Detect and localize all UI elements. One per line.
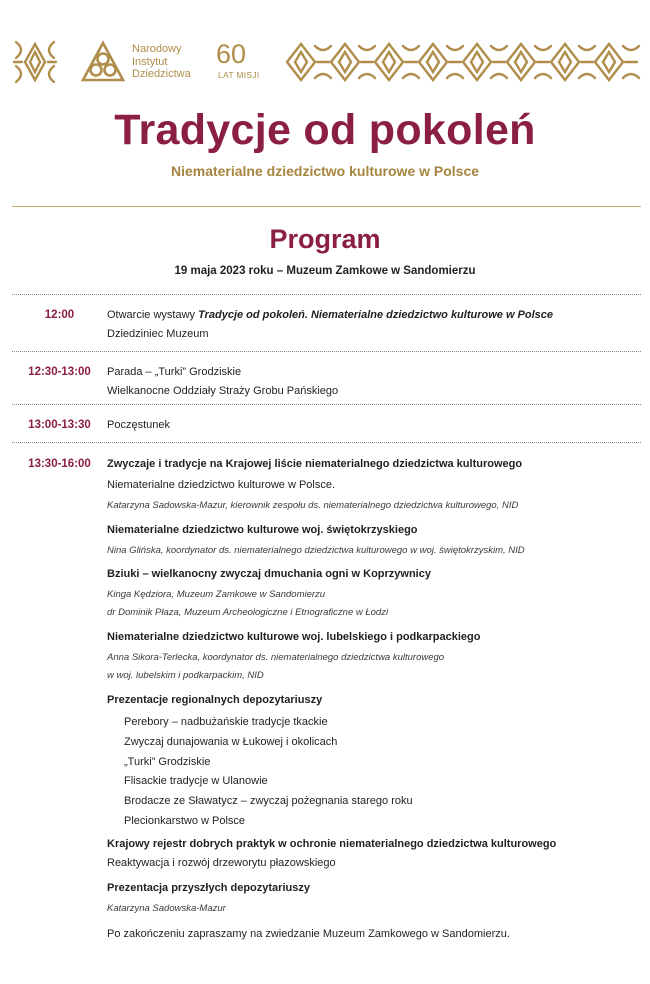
slot-line: Parada – „Turki” Grodziskie [107, 366, 242, 378]
logo-name [132, 43, 191, 81]
speaker: Katarzyna Sadowska-Mazur [107, 903, 226, 914]
speaker: dr Dominik Płaza, Muzeum Archeologiczne i Etnograficzne w Łodzi [107, 607, 389, 618]
slot-time: 12:30-13:00 [28, 366, 91, 378]
session-title: Prezentacja przyszłych depozytariuszy [107, 882, 310, 894]
session-title: Prezentacje regionalnych depozytariuszy [107, 694, 323, 706]
folk-ornament-left [12, 38, 58, 86]
presentation-item: Perebory – nadbużańskie tradycje tkackie [124, 716, 328, 728]
presentation-item: Zwyczaj dunajowania w Łukowej i okolicach [124, 736, 338, 748]
logo-number: 60 [216, 39, 247, 69]
slot-time: 13:30-16:00 [28, 458, 91, 470]
speaker: Anna Sikora-Terlecka, koordynator ds. niematerialnego dziedzictwa kulturowego [107, 652, 445, 663]
speaker: Nina Glińska, koordynator ds. niematerialnego dziedzictwa kulturowego w woj. świętokrzyskim, NID [107, 545, 525, 556]
presentation-item: Plecionkarstwo w Polsce [124, 815, 246, 827]
dotted-divider [12, 442, 641, 443]
logo-years: LAT MISJI [218, 70, 260, 80]
presentation-item: „Turki” Grodziskie [124, 756, 211, 768]
trefoil-logo-icon [80, 40, 126, 84]
session-title: Niematerialne dziedzictwo kulturowe woj. lubelskiego i podkarpackiego [107, 631, 481, 643]
slot-time: 13:00-13:30 [28, 419, 91, 431]
dotted-divider [12, 294, 641, 295]
slot-line: Poczęstunek [107, 419, 170, 431]
speaker: w woj. lubelskim i podkarpackim, NID [107, 670, 264, 681]
presentation-item: Flisackie tradycje w Ulanowie [124, 775, 268, 787]
line-prefix: Otwarcie wystawy [107, 309, 199, 321]
logo-line: Dziedzictwa [132, 68, 191, 80]
dotted-divider [12, 351, 641, 352]
speaker: Katarzyna Sadowska-Mazur, kierownik zespołu ds. niematerialnego dziedzictwa kulturowego, NID [107, 500, 519, 511]
page-subtitle: Niematerialne dziedzictwo kulturowe w Polsce [170, 163, 480, 179]
slot-time: 12:00 [44, 309, 75, 321]
session-title: Krajowy rejestr dobrych praktyk w ochronie niematerialnego dziedzictwa kulturowego [107, 838, 557, 850]
title-divider [12, 206, 641, 207]
session-topic: Reaktywacja i rozwój drzeworytu płazowskiego [107, 857, 336, 869]
session-title: Zwyczaje i tradycje na Krajowej liście niematerialnego dziedzictwa kulturowego [107, 458, 523, 470]
speaker: Kinga Kędziora, Muzeum Zamkowe w Sandomierzu [107, 589, 326, 600]
slot-line: Wielkanocne Oddziały Straży Grobu Pańskiego [107, 385, 339, 397]
session-topic: Niematerialne dziedzictwo kulturowe w Polsce. [107, 479, 336, 491]
logo-line: Instytut [132, 55, 168, 68]
program-date-place: 19 maja 2023 roku – Muzeum Zamkowe w Sandomierzu [174, 265, 476, 277]
session-title: Bziuki – wielkanocny zwyczaj dmuchania ogni w Koprzywnicy [107, 568, 431, 580]
nid-logo [80, 38, 270, 86]
slot-line: Dziedziniec Muzeum [107, 328, 209, 340]
logo-line: Narodowy [132, 43, 182, 55]
program-heading: Program [269, 224, 381, 254]
folk-ornament-right [285, 38, 641, 86]
closing-note: Po zakończeniu zapraszamy na zwiedzanie Muzeum Zamkowego w Sandomierzu. [107, 928, 510, 940]
presentation-item: Brodacze ze Sławatycz – zwyczaj pożegnania starego roku [124, 795, 413, 807]
dotted-divider [12, 404, 641, 405]
session-title: Niematerialne dziedzictwo kulturowe woj. świętokrzyskiego [107, 524, 418, 536]
exhibition-title: Tradycje od pokoleń. Niematerialne dziedzictwo kulturowe w Polsce [198, 309, 554, 321]
slot-line [107, 309, 553, 321]
page-title: Tradycje od pokoleń [114, 106, 536, 154]
